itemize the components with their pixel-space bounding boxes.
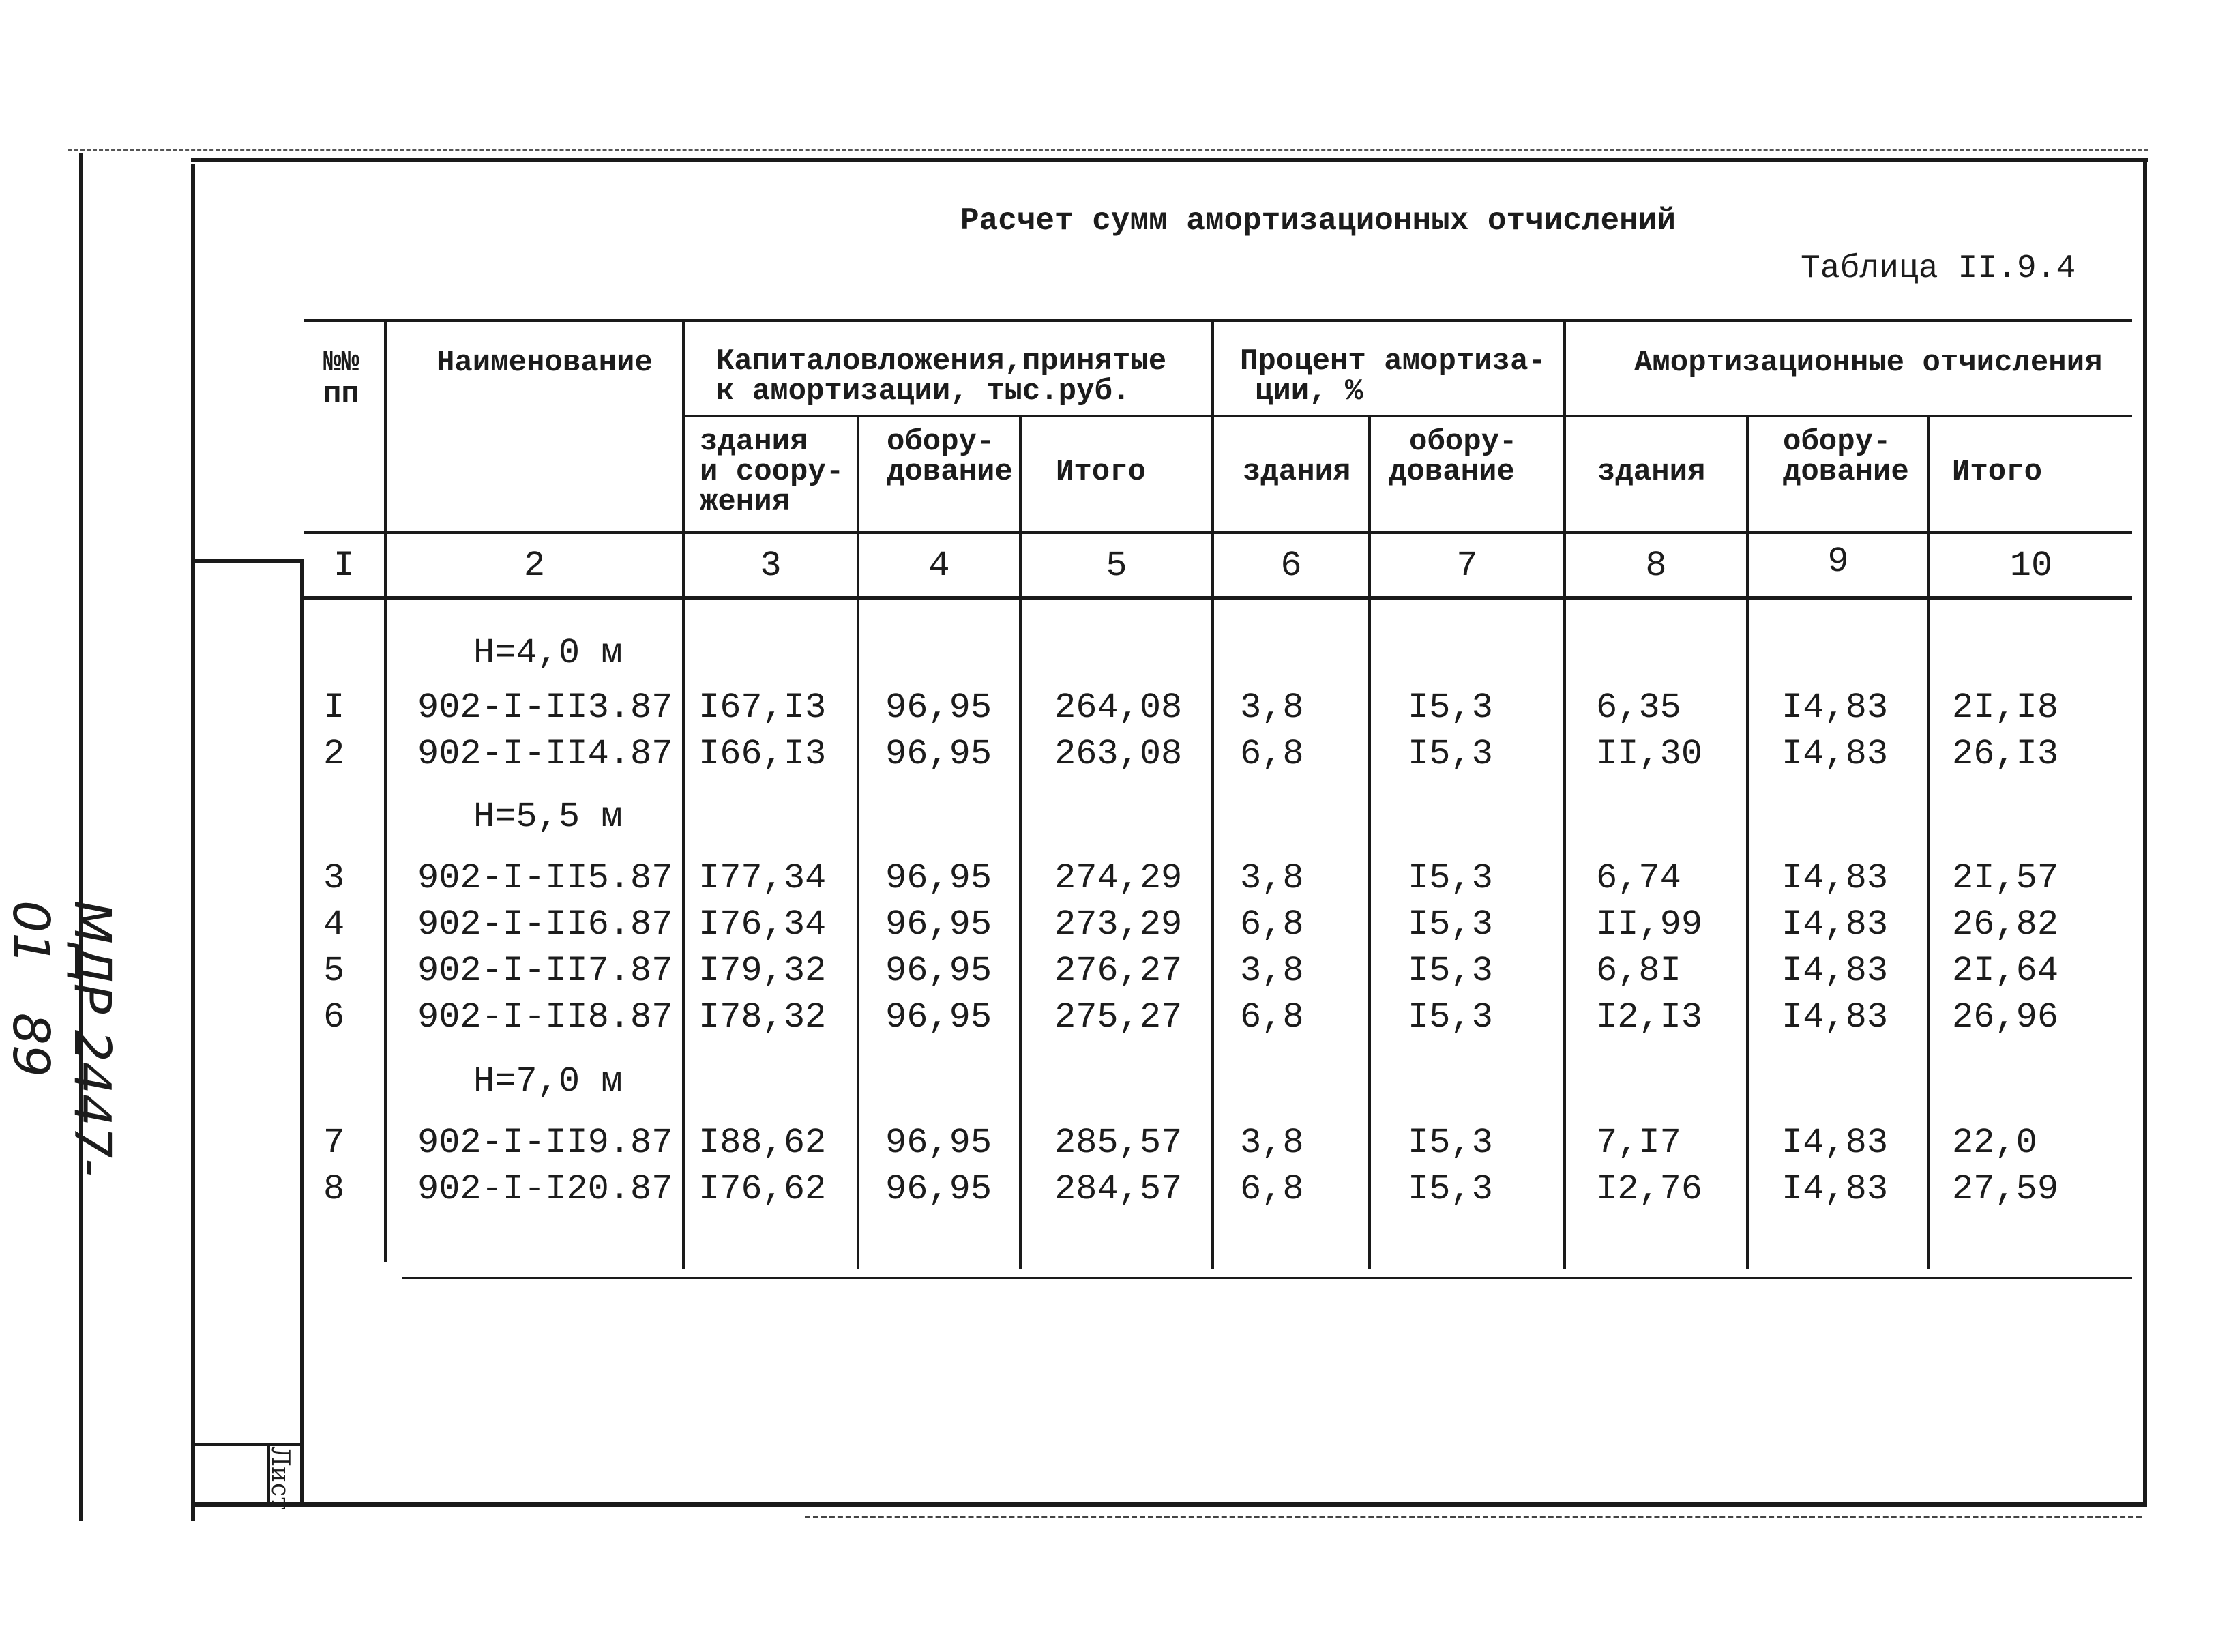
- frame-top-border: [191, 158, 2148, 162]
- table-row: [0, 1169, 2216, 1213]
- row-ded-equipment: I4,83: [1782, 1123, 1889, 1163]
- row-num: 4: [323, 904, 345, 945]
- table-row: [0, 997, 2216, 1041]
- row-cap-buildings: I76,62: [698, 1169, 827, 1209]
- row-ded-buildings: II,99: [1596, 904, 1703, 945]
- row-pct-equipment: I5,3: [1408, 858, 1493, 898]
- row-cap-buildings: I76,34: [698, 904, 827, 945]
- table-row: [0, 904, 2216, 948]
- row-pct-buildings: 3,8: [1240, 1123, 1304, 1163]
- sub-equipment-cap-1: обору-: [887, 425, 995, 459]
- row-cap-buildings: I66,I3: [698, 734, 827, 774]
- header-name: Наименование: [437, 346, 653, 380]
- row-cap-total: 263,08: [1054, 734, 1183, 774]
- row-cap-equipment: 96,95: [885, 734, 992, 774]
- row-ded-equipment: I4,83: [1782, 951, 1889, 991]
- strip-top-border: [191, 559, 304, 563]
- row-ded-buildings: 6,74: [1596, 858, 1681, 898]
- row-name: 902-I-II9.87: [417, 1123, 673, 1163]
- row-cap-equipment: 96,95: [885, 951, 992, 991]
- table-row: [0, 1125, 2216, 1166]
- row-ded-buildings: I2,I3: [1596, 997, 1703, 1037]
- row-cap-equipment: 96,95: [885, 688, 992, 728]
- sheet-number: 89: [1, 1012, 60, 1077]
- group-heading: Н=5,5 м: [473, 797, 623, 837]
- row-ded-total: 26,96: [1952, 997, 2059, 1037]
- colnum-9: 9: [1827, 542, 1849, 582]
- table-top-line: [304, 319, 2132, 322]
- row-pct-equipment: I5,3: [1408, 1123, 1493, 1163]
- row-cap-equipment: 96,95: [885, 1123, 992, 1163]
- row-pct-equipment: I5,3: [1408, 688, 1493, 728]
- row-cap-buildings: I77,34: [698, 858, 827, 898]
- table-row: [0, 734, 2216, 778]
- row-cap-total: 273,29: [1054, 904, 1183, 945]
- col-divider-1: [384, 321, 387, 1262]
- row-ded-buildings: II,30: [1596, 734, 1703, 774]
- sub-buildings-cap-1: здания: [700, 425, 808, 459]
- row-pct-buildings: 6,8: [1240, 904, 1304, 945]
- colnum-5: 5: [1106, 546, 1127, 586]
- colnum-3: 3: [760, 546, 782, 586]
- row-name: 902-I-II6.87: [417, 904, 673, 945]
- row-num: 2: [323, 734, 345, 774]
- sub-buildings-cap-2: и соору-: [700, 455, 844, 489]
- sub-total-cap: Итого: [1056, 455, 1147, 489]
- row-ded-equipment: I4,83: [1782, 858, 1889, 898]
- sub-buildings-cap-3: жения: [700, 485, 791, 519]
- row-pct-buildings: 6,8: [1240, 1169, 1304, 1209]
- row-pct-equipment: I5,3: [1408, 1169, 1493, 1209]
- row-pct-equipment: I5,3: [1408, 734, 1493, 774]
- row-ded-total: 27,59: [1952, 1169, 2059, 1209]
- row-ded-total: 2I,64: [1952, 951, 2059, 991]
- colnum-2: 2: [523, 546, 546, 586]
- row-ded-buildings: 6,8I: [1596, 951, 1681, 991]
- row-ded-total: 22,0: [1952, 1123, 2037, 1163]
- row-cap-buildings: I88,62: [698, 1123, 827, 1163]
- dashed-bottom-line: [805, 1516, 2142, 1518]
- row-ded-total: 2I,I8: [1952, 688, 2059, 728]
- row-cap-equipment: 96,95: [885, 858, 992, 898]
- colnum-10: 10: [2009, 546, 2053, 586]
- row-num: 7: [323, 1123, 345, 1163]
- frame-right-border: [2143, 158, 2147, 1505]
- header-num-line2: пп: [323, 377, 359, 411]
- row-cap-buildings: I79,32: [698, 951, 827, 991]
- colnum-1: I: [333, 546, 355, 586]
- table-label: Таблица II.9.4: [1801, 250, 2076, 287]
- row-name: 902-I-I20.87: [417, 1169, 673, 1209]
- header-bottom-line: [304, 531, 2132, 534]
- colnum-8: 8: [1645, 546, 1667, 586]
- row-cap-buildings: I67,I3: [698, 688, 827, 728]
- sub-equipment-pct-2: дование: [1389, 455, 1515, 489]
- row-name: 902-I-II5.87: [417, 858, 673, 898]
- row-pct-buildings: 6,8: [1240, 734, 1304, 774]
- group-heading: Н=7,0 м: [473, 1061, 623, 1102]
- colnum-7: 7: [1456, 546, 1478, 586]
- row-ded-equipment: I4,83: [1782, 997, 1889, 1037]
- row-ded-buildings: 6,35: [1596, 688, 1681, 728]
- header-percent-line1: Процент амортиза-: [1240, 344, 1546, 379]
- header-deductions: Амортизационные отчисления: [1634, 346, 2103, 380]
- row-ded-equipment: I4,83: [1782, 904, 1889, 945]
- sub-equipment-pct-1: обору-: [1409, 425, 1518, 459]
- frame-bottom-border: [191, 1502, 2147, 1507]
- row-num: 5: [323, 951, 345, 991]
- row-pct-buildings: 3,8: [1240, 858, 1304, 898]
- inner-left-border: [191, 164, 195, 1521]
- row-ded-buildings: 7,I7: [1596, 1123, 1681, 1163]
- header-num-line1: №№: [323, 346, 359, 380]
- row-pct-buildings: 6,8: [1240, 997, 1304, 1037]
- row-ded-total: 26,82: [1952, 904, 2059, 945]
- row-cap-total: 274,29: [1054, 858, 1183, 898]
- sub-total-ded: Итого: [1952, 455, 2043, 489]
- row-ded-total: 26,I3: [1952, 734, 2059, 774]
- colnum-6: 6: [1280, 546, 1302, 586]
- row-pct-equipment: I5,3: [1408, 951, 1493, 991]
- row-cap-buildings: I78,32: [698, 997, 827, 1037]
- sub-equipment-ded-2: дование: [1783, 455, 1909, 489]
- row-num: 6: [323, 997, 345, 1037]
- row-name: 902-I-II7.87: [417, 951, 673, 991]
- sub-buildings-ded: здания: [1597, 455, 1706, 489]
- header-capital-line1: Капиталовложения,принятые: [716, 344, 1167, 379]
- row-pct-buildings: 3,8: [1240, 951, 1304, 991]
- row-cap-total: 284,57: [1054, 1169, 1183, 1209]
- group-heading: Н=4,0 м: [473, 633, 623, 673]
- row-pct-buildings: 3,8: [1240, 688, 1304, 728]
- colnum-4: 4: [928, 546, 950, 586]
- row-ded-equipment: I4,83: [1782, 688, 1889, 728]
- row-cap-equipment: 96,95: [885, 904, 992, 945]
- row-name: 902-I-II8.87: [417, 997, 673, 1037]
- row-cap-equipment: 96,95: [885, 997, 992, 1037]
- header-percent-line2: ции, %: [1255, 374, 1363, 409]
- dashed-top-line: [68, 149, 2148, 151]
- row-ded-equipment: I4,83: [1782, 734, 1889, 774]
- row-num: I: [323, 688, 345, 728]
- document-code: МДР 2447-01 89: [1, 900, 121, 1177]
- sub-equipment-ded-1: обору-: [1783, 425, 1891, 459]
- sub-equipment-cap-2: дование: [887, 455, 1013, 489]
- table-bottom-line: [402, 1277, 2132, 1279]
- colnum-bottom-line: [304, 596, 2132, 600]
- header-sub-line: [682, 415, 2132, 417]
- header-capital-line2: к амортизации, тыс.руб.: [716, 374, 1131, 409]
- table-row: [0, 690, 2216, 731]
- outer-left-border: [79, 153, 83, 1521]
- row-ded-total: 2I,57: [1952, 858, 2059, 898]
- row-ded-equipment: I4,83: [1782, 1169, 1889, 1209]
- sub-buildings-pct: здания: [1243, 455, 1351, 489]
- row-num: 8: [323, 1169, 345, 1209]
- row-name: 902-I-II3.87: [417, 688, 673, 728]
- sheet-label: Лист: [266, 1446, 294, 1511]
- row-ded-buildings: I2,76: [1596, 1169, 1703, 1209]
- row-cap-total: 275,27: [1054, 997, 1183, 1037]
- row-cap-total: 264,08: [1054, 688, 1183, 728]
- row-pct-equipment: I5,3: [1408, 904, 1493, 945]
- row-cap-total: 276,27: [1054, 951, 1183, 991]
- row-cap-equipment: 96,95: [885, 1169, 992, 1209]
- table-row: [0, 951, 2216, 994]
- row-num: 3: [323, 858, 345, 898]
- row-name: 902-I-II4.87: [417, 734, 673, 774]
- row-cap-total: 285,57: [1054, 1123, 1183, 1163]
- row-pct-equipment: I5,3: [1408, 997, 1493, 1037]
- table-row: [0, 858, 2216, 902]
- page-title: Расчет сумм амортизационных отчислений: [960, 203, 1676, 239]
